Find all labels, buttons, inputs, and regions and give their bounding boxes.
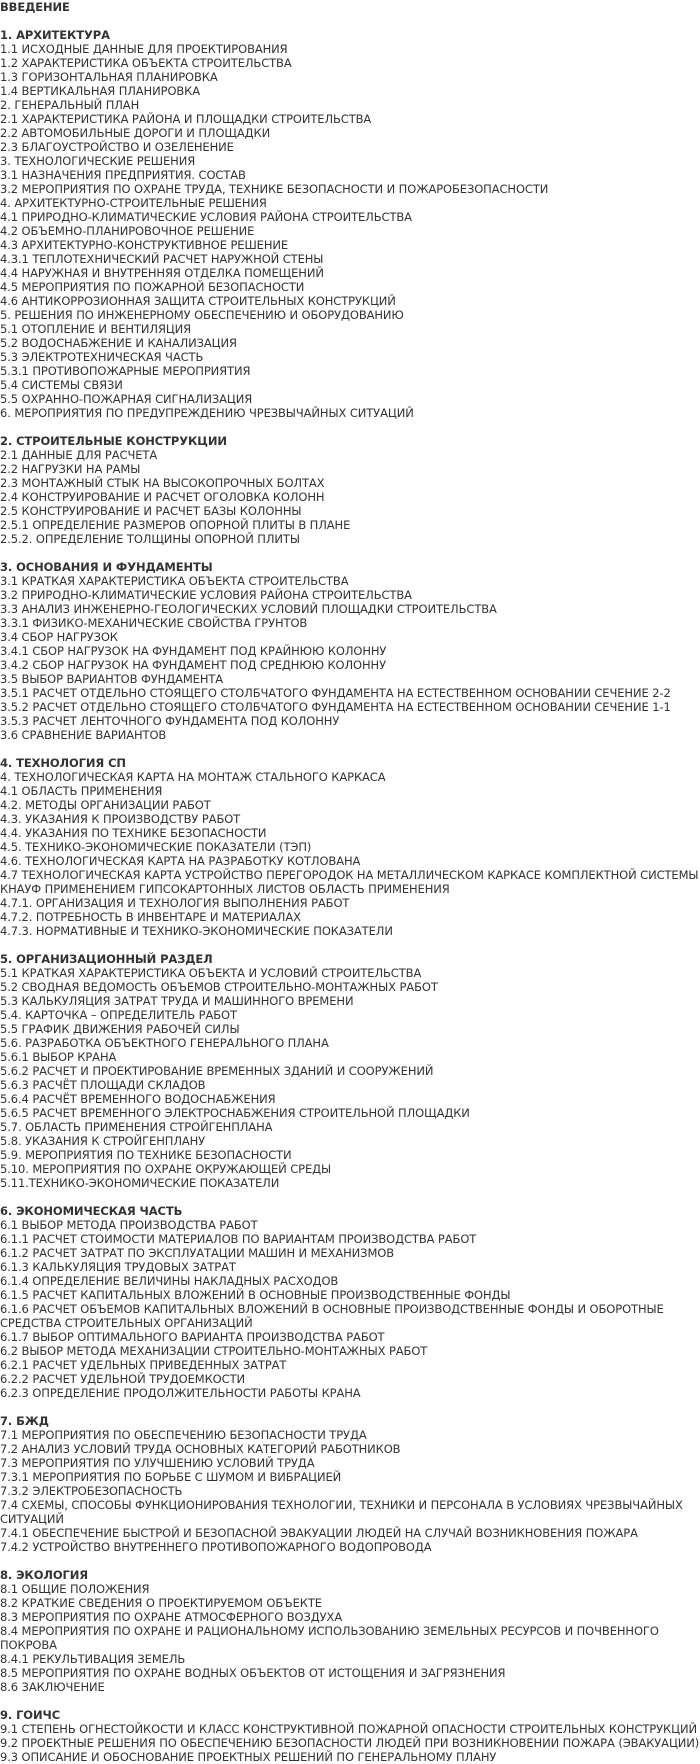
- toc-entry: 4.3. УКАЗАНИЯ К ПРОИЗВОДСТВУ РАБОТ: [0, 812, 241, 826]
- toc-entry: 3.1 КРАТКАЯ ХАРАКТЕРИСТИКА ОБЪЕКТА СТРОИТЕЛЬСТВА: [0, 574, 349, 588]
- toc-entry: 8.4 МЕРОПРИЯТИЯ ПО ОХРАНЕ И РАЦИОНАЛЬНОМУ ИСПОЛЬЗОВАНИЮ ЗЕМЕЛЬНЫХ РЕСУРСОВ И ПОЧВЕННОГО ПОКРОВА: [0, 1624, 663, 1652]
- section-spacer: [0, 14, 700, 28]
- toc-entry: 5.10. МЕРОПРИЯТИЯ ПО ОХРАНЕ ОКРУЖАЮЩЕЙ СРЕДЫ: [0, 1162, 332, 1176]
- toc-entry: 1.2 ХАРАКТЕРИСТИКА ОБЪЕКТА СТРОИТЕЛЬСТВА: [0, 56, 292, 70]
- toc-entry: 2.1 ХАРАКТЕРИСТИКА РАЙОНА И ПЛОЩАДКИ СТРОИТЕЛЬСТВА: [0, 112, 372, 126]
- toc-entry: 4. АРХИТЕКТУРНО-СТРОИТЕЛЬНЫЕ РЕШЕНИЯ: [0, 196, 267, 210]
- toc-entry: 4.4 НАРУЖНАЯ И ВНУТРЕННЯЯ ОТДЕЛКА ПОМЕЩЕНИЙ: [0, 266, 324, 280]
- toc-entry: 4.5 МЕРОПРИЯТИЯ ПО ПОЖАРНОЙ БЕЗОПАСНОСТИ: [0, 280, 305, 294]
- section-heading: 1. АРХИТЕКТУРА: [0, 28, 110, 42]
- toc-entry: 5.3 ЭЛЕКТРОТЕХНИЧЕСКАЯ ЧАСТЬ: [0, 350, 204, 364]
- toc-entry: 3.4 СБОР НАГРУЗОК: [0, 630, 118, 644]
- section-heading: 5. ОРГАНИЗАЦИОННЫЙ РАЗДЕЛ: [0, 952, 213, 966]
- toc-entry: 5.8. УКАЗАНИЯ К СТРОЙГЕНПЛАНУ: [0, 1134, 206, 1148]
- toc-entry: 5.7. ОБЛАСТЬ ПРИМЕНЕНИЯ СТРОЙГЕНПЛАНА: [0, 1120, 273, 1134]
- toc-entry: 3.3 АНАЛИЗ ИНЖЕНЕРНО-ГЕОЛОГИЧЕСКИХ УСЛОВИЙ ПЛОЩАДКИ СТРОИТЕЛЬСТВА: [0, 602, 497, 616]
- toc-entry: 3.5.1 РАСЧЕТ ОТДЕЛЬНО СТОЯЩЕГО СТОЛБЧАТОГО ФУНДАМЕНТА НА ЕСТЕСТВЕННОМ ОСНОВАНИИ СЕЧЕНИЕ 2-2: [0, 686, 671, 700]
- toc-entry: 5.6.3 РАСЧЁТ ПЛОЩАДИ СКЛАДОВ: [0, 1078, 206, 1092]
- toc-entry: 9.1 СТЕПЕНЬ ОГНЕСТОЙКОСТИ И КЛАСС КОНСТРУКТИВНОЙ ПОЖАРНОЙ ОПАСНОСТИ СТРОИТЕЛЬНЫХ КОНСТРУКЦИЙ: [0, 1722, 697, 1736]
- toc-entry: 6.2 ВЫБОР МЕТОДА МЕХАНИЗАЦИИ СТРОИТЕЛЬНО-МОНТАЖНЫХ РАБОТ: [0, 1344, 428, 1358]
- toc-entry: 3.1 НАЗНАЧЕНИЯ ПРЕДПРИЯТИЯ. СОСТАВ: [0, 168, 246, 182]
- toc-entry: 8.2 КРАТКИЕ СВЕДЕНИЯ О ПРОЕКТИРУЕМОМ ОБЪЕКТЕ: [0, 1596, 322, 1610]
- section-spacer: [0, 742, 700, 756]
- section-spacer: [0, 1694, 700, 1708]
- toc-entry: 4. ТЕХНОЛОГИЧЕСКАЯ КАРТА НА МОНТАЖ СТАЛЬНОГО КАРКАСА: [0, 770, 386, 784]
- toc-entry: 4.6 АНТИКОРРОЗИОННАЯ ЗАЩИТА СТРОИТЕЛЬНЫХ КОНСТРУКЦИЙ: [0, 294, 396, 308]
- section-spacer: [0, 938, 700, 952]
- section-heading: 4. ТЕХНОЛОГИЯ СП: [0, 756, 126, 770]
- toc-entry: 4.7.2. ПОТРЕБНОСТЬ В ИНВЕНТАРЕ И МАТЕРИАЛАХ: [0, 910, 301, 924]
- toc-entry: 3.4.1 СБОР НАГРУЗОК НА ФУНДАМЕНТ ПОД КРАЙНЮЮ КОЛОННУ: [0, 644, 387, 658]
- toc-entry: 5.6. РАЗРАБОТКА ОБЪЕКТНОГО ГЕНЕРАЛЬНОГО ПЛАНА: [0, 1036, 329, 1050]
- toc-entry: 4.6. ТЕХНОЛОГИЧЕСКАЯ КАРТА НА РАЗРАБОТКУ КОТЛОВАНА: [0, 854, 361, 868]
- section-spacer: [0, 420, 700, 434]
- toc-entry: 1.4 ВЕРТИКАЛЬНАЯ ПЛАНИРОВКА: [0, 84, 201, 98]
- toc-entry: 4.2 ОБЪЕМНО-ПЛАНИРОВОЧНОЕ РЕШЕНИЕ: [0, 224, 255, 238]
- toc-entry: 4.4. УКАЗАНИЯ ПО ТЕХНИКЕ БЕЗОПАСНОСТИ: [0, 826, 267, 840]
- toc-entry: 4.7 ТЕХНОЛОГИЧЕСКАЯ КАРТА УСТРОЙСТВО ПЕРЕГОРОДОК НА МЕТАЛЛИЧЕСКОМ КАРКАСЕ КОМПЛЕКТНОЙ СИСТЕМЫ КНАУФ ПРИМЕНЕНИЕМ ГИПСОКАРТОННЫХ ЛИСТОВ ОБЛАСТЬ ПРИМЕНЕНИЯ: [0, 868, 699, 896]
- toc-entry: 2.3 БЛАГОУСТРОЙСТВО И ОЗЕЛЕНЕНИЕ: [0, 140, 234, 154]
- toc-entry: 3.5.3 РАСЧЕТ ЛЕНТОЧНОГО ФУНДАМЕНТА ПОД КОЛОННУ: [0, 714, 340, 728]
- toc-entry: 5.6.4 РАСЧЁТ ВРЕМЕННОГО ВОДОСНАБЖЕНИЯ: [0, 1092, 276, 1106]
- section-heading: 2. СТРОИТЕЛЬНЫЕ КОНСТРУКЦИИ: [0, 434, 227, 448]
- section-heading: 8. ЭКОЛОГИЯ: [0, 1568, 89, 1582]
- toc-entry: 3.4.2 СБОР НАГРУЗОК НА ФУНДАМЕНТ ПОД СРЕДНЮЮ КОЛОННУ: [0, 658, 386, 672]
- toc-entry: 5.2 СВОДНАЯ ВЕДОМОСТЬ ОБЪЕМОВ СТРОИТЕЛЬНО-МОНТАЖНЫХ РАБОТ: [0, 980, 438, 994]
- toc-entry: 2.2 АВТОМОБИЛЬНЫЕ ДОРОГИ И ПЛОЩАДКИ: [0, 126, 271, 140]
- toc-entry: 5.4 СИСТЕМЫ СВЯЗИ: [0, 378, 123, 392]
- section-spacer: [0, 1400, 700, 1414]
- toc-entry: 6.2.2 РАСЧЕТ УДЕЛЬНОЙ ТРУДОЕМКОСТИ: [0, 1372, 245, 1386]
- toc-entry: 3.5.2 РАСЧЕТ ОТДЕЛЬНО СТОЯЩЕГО СТОЛБЧАТОГО ФУНДАМЕНТА НА ЕСТЕСТВЕННОМ ОСНОВАНИИ СЕЧЕНИЕ 1-1: [0, 700, 671, 714]
- toc-entry: 6. МЕРОПРИЯТИЯ ПО ПРЕДУПРЕЖДЕНИЮ ЧРЕЗВЫЧАЙНЫХ СИТУАЦИЙ: [0, 406, 414, 420]
- toc-entry: 9.2 ПРОЕКТНЫЕ РЕШЕНИЯ ПО ОБЕСПЕЧЕНИЮ БЕЗОПАСНОСТИ ЛЮДЕЙ ПРИ ВОЗНИКНОВЕНИИ ПОЖАРА (ЭВАКУАЦИИ): [0, 1736, 700, 1750]
- toc-entry: 2. ГЕНЕРАЛЬНЫЙ ПЛАН: [0, 98, 140, 112]
- section-spacer: [0, 1554, 700, 1568]
- toc-entry: 6.1 ВЫБОР МЕТОДА ПРОИЗВОДСТВА РАБОТ: [0, 1218, 258, 1232]
- toc-entry: 4.7.3. НОРМАТИВНЫЕ И ТЕХНИКО-ЭКОНОМИЧЕСКИЕ ПОКАЗАТЕЛИ: [0, 924, 393, 938]
- toc-entry: 6.1.5 РАСЧЕТ КАПИТАЛЬНЫХ ВЛОЖЕНИЙ В ОСНОВНЫЕ ПРОИЗВОДСТВЕННЫЕ ФОНДЫ: [0, 1288, 511, 1302]
- toc-entry: 5.3 КАЛЬКУЛЯЦИЯ ЗАТРАТ ТРУДА И МАШИННОГО ВРЕМЕНИ: [0, 994, 354, 1008]
- toc-entry: 6.1.6 РАСЧЕТ ОБЪЕМОВ КАПИТАЛЬНЫХ ВЛОЖЕНИЙ В ОСНОВНЫЕ ПРОИЗВОДСТВЕННЫЕ ФОНДЫ И ОБОРОТНЫЕ СРЕДСТВА СТРОИТЕЛЬНЫХ ОРГАНИЗАЦИЙ: [0, 1302, 668, 1330]
- toc-entry: 7.3.2 ЭЛЕКТРОБЕЗОПАСНОСТЬ: [0, 1484, 183, 1498]
- toc-entry: 7.4.1 ОБЕСПЕЧЕНИЕ БЫСТРОЙ И БЕЗОПАСНОЙ ЭВАКУАЦИИ ЛЮДЕЙ НА СЛУЧАЙ ВОЗНИКНОВЕНИЯ ПОЖАРА: [0, 1526, 638, 1540]
- toc-entry: 5.5 ОХРАННО-ПОЖАРНАЯ СИГНАЛИЗАЦИЯ: [0, 392, 253, 406]
- toc-entry: 2.4 КОНСТРУИРОВАНИЕ И РАСЧЕТ ОГОЛОВКА КОЛОНН: [0, 490, 325, 504]
- toc-entry: 3.6 СРАВНЕНИЕ ВАРИАНТОВ: [0, 728, 167, 742]
- toc-entry: 7.3 МЕРОПРИЯТИЯ ПО УЛУЧШЕНИЮ УСЛОВИЙ ТРУДА: [0, 1456, 315, 1470]
- toc-entry: 2.5.2. ОПРЕДЕЛЕНИЕ ТОЛЩИНЫ ОПОРНОЙ ПЛИТЫ: [0, 532, 300, 546]
- toc-entry: 4.1 ПРИРОДНО-КЛИМАТИЧЕСКИЕ УСЛОВИЯ РАЙОНА СТРОИТЕЛЬСТВА: [0, 210, 412, 224]
- toc-entry: 5.2 ВОДОСНАБЖЕНИЕ И КАНАЛИЗАЦИЯ: [0, 336, 237, 350]
- toc-entry: 1.1 ИСХОДНЫЕ ДАННЫЕ ДЛЯ ПРОЕКТИРОВАНИЯ: [0, 42, 288, 56]
- toc-entry: 3.3.1 ФИЗИКО-МЕХАНИЧЕСКИЕ СВОЙСТВА ГРУНТОВ: [0, 616, 308, 630]
- toc-entry: 2.2 НАГРУЗКИ НА РАМЫ: [0, 462, 141, 476]
- toc-entry: 5.5 ГРАФИК ДВИЖЕНИЯ РАБОЧЕЙ СИЛЫ: [0, 1022, 240, 1036]
- toc-entry: 5.1 ОТОПЛЕНИЕ И ВЕНТИЛЯЦИЯ: [0, 322, 192, 336]
- toc-entry: 2.5 КОНСТРУИРОВАНИЕ И РАСЧЕТ БАЗЫ КОЛОННЫ: [0, 504, 302, 518]
- section-heading: ВВЕДЕНИЕ: [0, 0, 70, 14]
- toc-entry: 9.3 ОПИСАНИЕ И ОБОСНОВАНИЕ ПРОЕКТНЫХ РЕШЕНИЙ ПО ГЕНЕРАЛЬНОМУ ПЛАНУ: [0, 1750, 497, 1764]
- toc-entry: 7.4.2 УСТРОЙСТВО ВНУТРЕННЕГО ПРОТИВОПОЖАРНОГО ВОДОПРОВОДА: [0, 1540, 432, 1554]
- toc-entry: 7.2 АНАЛИЗ УСЛОВИЙ ТРУДА ОСНОВНЫХ КАТЕГОРИЙ РАБОТНИКОВ: [0, 1442, 401, 1456]
- toc-entry: 8.3 МЕРОПРИЯТИЯ ПО ОХРАНЕ АТМОСФЕРНОГО ВОЗДУХА: [0, 1610, 343, 1624]
- toc-entry: 4.2. МЕТОДЫ ОРГАНИЗАЦИИ РАБОТ: [0, 798, 211, 812]
- toc-entry: 5.6.1 ВЫБОР КРАНА: [0, 1050, 117, 1064]
- toc-entry: 4.3 АРХИТЕКТУРНО-КОНСТРУКТИВНОЕ РЕШЕНИЕ: [0, 238, 289, 252]
- toc-entry: 6.1.1 РАСЧЕТ СТОИМОСТИ МАТЕРИАЛОВ ПО ВАРИАНТАМ ПРОИЗВОДСТВА РАБОТ: [0, 1232, 477, 1246]
- toc-entry: 7.3.1 МЕРОПРИЯТИЯ ПО БОРЬБЕ С ШУМОМ И ВИБРАЦИЕЙ: [0, 1470, 342, 1484]
- toc-entry: 2.1 ДАННЫЕ ДЛЯ РАСЧЕТА: [0, 448, 158, 462]
- toc-entry: 4.5. ТЕХНИКО-ЭКОНОМИЧЕСКИЕ ПОКАЗАТЕЛИ (ТЭП): [0, 840, 312, 854]
- toc-entry: 7.1 МЕРОПРИЯТИЯ ПО ОБЕСПЕЧЕНИЮ БЕЗОПАСНОСТИ ТРУДА: [0, 1428, 367, 1442]
- toc-entry: 8.1 ОБЩИЕ ПОЛОЖЕНИЯ: [0, 1582, 150, 1596]
- toc-entry: 5.3.1 ПРОТИВОПОЖАРНЫЕ МЕРОПРИЯТИЯ: [0, 364, 251, 378]
- section-spacer: [0, 546, 700, 560]
- toc-entry: 5.9. МЕРОПРИЯТИЯ ПО ТЕХНИКЕ БЕЗОПАСНОСТИ: [0, 1148, 292, 1162]
- toc-entry: 5.6.2 РАСЧЕТ И ПРОЕКТИРОВАНИЕ ВРЕМЕННЫХ ЗДАНИЙ И СООРУЖЕНИЙ: [0, 1064, 434, 1078]
- toc-entry: 4.7.1. ОРГАНИЗАЦИЯ И ТЕХНОЛОГИЯ ВЫПОЛНЕНИЯ РАБОТ: [0, 896, 350, 910]
- toc-entry: 5.4. КАРТОЧКА – ОПРЕДЕЛИТЕЛЬ РАБОТ: [0, 1008, 237, 1022]
- toc-entry: 4.3.1 ТЕПЛОТЕХНИЧЕСКИЙ РАСЧЕТ НАРУЖНОЙ СТЕНЫ: [0, 252, 324, 266]
- toc-entry: 1.3 ГОРИЗОНТАЛЬНАЯ ПЛАНИРОВКА: [0, 70, 218, 84]
- section-heading: 7. БЖД: [0, 1414, 49, 1428]
- toc-entry: 8.5 МЕРОПРИЯТИЯ ПО ОХРАНЕ ВОДНЫХ ОБЪЕКТОВ ОТ ИСТОЩЕНИЯ И ЗАГРЯЗНЕНИЯ: [0, 1666, 506, 1680]
- toc-entry: 6.1.7 ВЫБОР ОПТИМАЛЬНОГО ВАРИАНТА ПРОИЗВОДСТВА РАБОТ: [0, 1330, 385, 1344]
- toc-entry: 6.1.2 РАСЧЕТ ЗАТРАТ ПО ЭКСПЛУАТАЦИИ МАШИН И МЕХАНИЗМОВ: [0, 1246, 395, 1260]
- toc-entry: 8.4.1 РЕКУЛЬТИВАЦИЯ ЗЕМЕЛЬ: [0, 1652, 186, 1666]
- toc-entry: 6.1.4 ОПРЕДЕЛЕНИЕ ВЕЛИЧИНЫ НАКЛАДНЫХ РАСХОДОВ: [0, 1274, 339, 1288]
- toc-entry: 3. ТЕХНОЛОГИЧЕСКИЕ РЕШЕНИЯ: [0, 154, 196, 168]
- toc-entry: 3.5 ВЫБОР ВАРИАНТОВ ФУНДАМЕНТА: [0, 672, 224, 686]
- toc-entry: 2.3 МОНТАЖНЫЙ СТЫК НА ВЫСОКОПРОЧНЫХ БОЛТАХ: [0, 476, 325, 490]
- toc-entry: 6.2.3 ОПРЕДЕЛЕНИЕ ПРОДОЛЖИТЕЛЬНОСТИ РАБОТЫ КРАНА: [0, 1386, 361, 1400]
- toc-entry: 5.1 КРАТКАЯ ХАРАКТЕРИСТИКА ОБЪЕКТА И УСЛОВИЙ СТРОИТЕЛЬСТВА: [0, 966, 422, 980]
- toc-entry: 3.2 МЕРОПРИЯТИЯ ПО ОХРАНЕ ТРУДА, ТЕХНИКЕ БЕЗОПАСНОСТИ И ПОЖАРОБЕЗОПАСНОСТИ: [0, 182, 549, 196]
- toc-entry: 7.4 СХЕМЫ, СПОСОБЫ ФУНКЦИОНИРОВАНИЯ ТЕХНОЛОГИИ, ТЕХНИКИ И ПЕРСОНАЛА В УСЛОВИЯХ ЧРЕЗВЫЧАЙНЫХ СИТУАЦИЙ: [0, 1498, 687, 1526]
- toc-entry: 6.1.3 КАЛЬКУЛЯЦИЯ ТРУДОВЫХ ЗАТРАТ: [0, 1260, 236, 1274]
- toc-entry: 4.1 ОБЛАСТЬ ПРИМЕНЕНИЯ: [0, 784, 163, 798]
- toc-entry: 3.2 ПРИРОДНО-КЛИМАТИЧЕСКИЕ УСЛОВИЯ РАЙОНА СТРОИТЕЛЬСТВА: [0, 588, 412, 602]
- section-heading: 9. ГОИЧС: [0, 1708, 61, 1722]
- toc-entry: 6.2.1 РАСЧЕТ УДЕЛЬНЫХ ПРИВЕДЕННЫХ ЗАТРАТ: [0, 1358, 287, 1372]
- toc-entry: 5.6.5 РАСЧЕТ ВРЕМЕННОГО ЭЛЕКТРОСНАБЖЕНИЯ СТРОИТЕЛЬНОЙ ПЛОЩАДКИ: [0, 1106, 470, 1120]
- section-spacer: [0, 1190, 700, 1204]
- toc-entry: 8.6 ЗАКЛЮЧЕНИЕ: [0, 1680, 105, 1694]
- toc-entry: 2.5.1 ОПРЕДЕЛЕНИЕ РАЗМЕРОВ ОПОРНОЙ ПЛИТЫ В ПЛАНЕ: [0, 518, 351, 532]
- toc-entry: 5.11.ТЕХНИКО-ЭКОНОМИЧЕСКИЕ ПОКАЗАТЕЛИ: [0, 1176, 280, 1190]
- toc-entry: 5. РЕШЕНИЯ ПО ИНЖЕНЕРНОМУ ОБЕСПЕЧЕНИЮ И ОБОРУДОВАНИЮ: [0, 308, 404, 322]
- section-heading: 6. ЭКОНОМИЧЕСКАЯ ЧАСТЬ: [0, 1204, 183, 1218]
- section-heading: 3. ОСНОВАНИЯ И ФУНДАМЕНТЫ: [0, 560, 213, 574]
